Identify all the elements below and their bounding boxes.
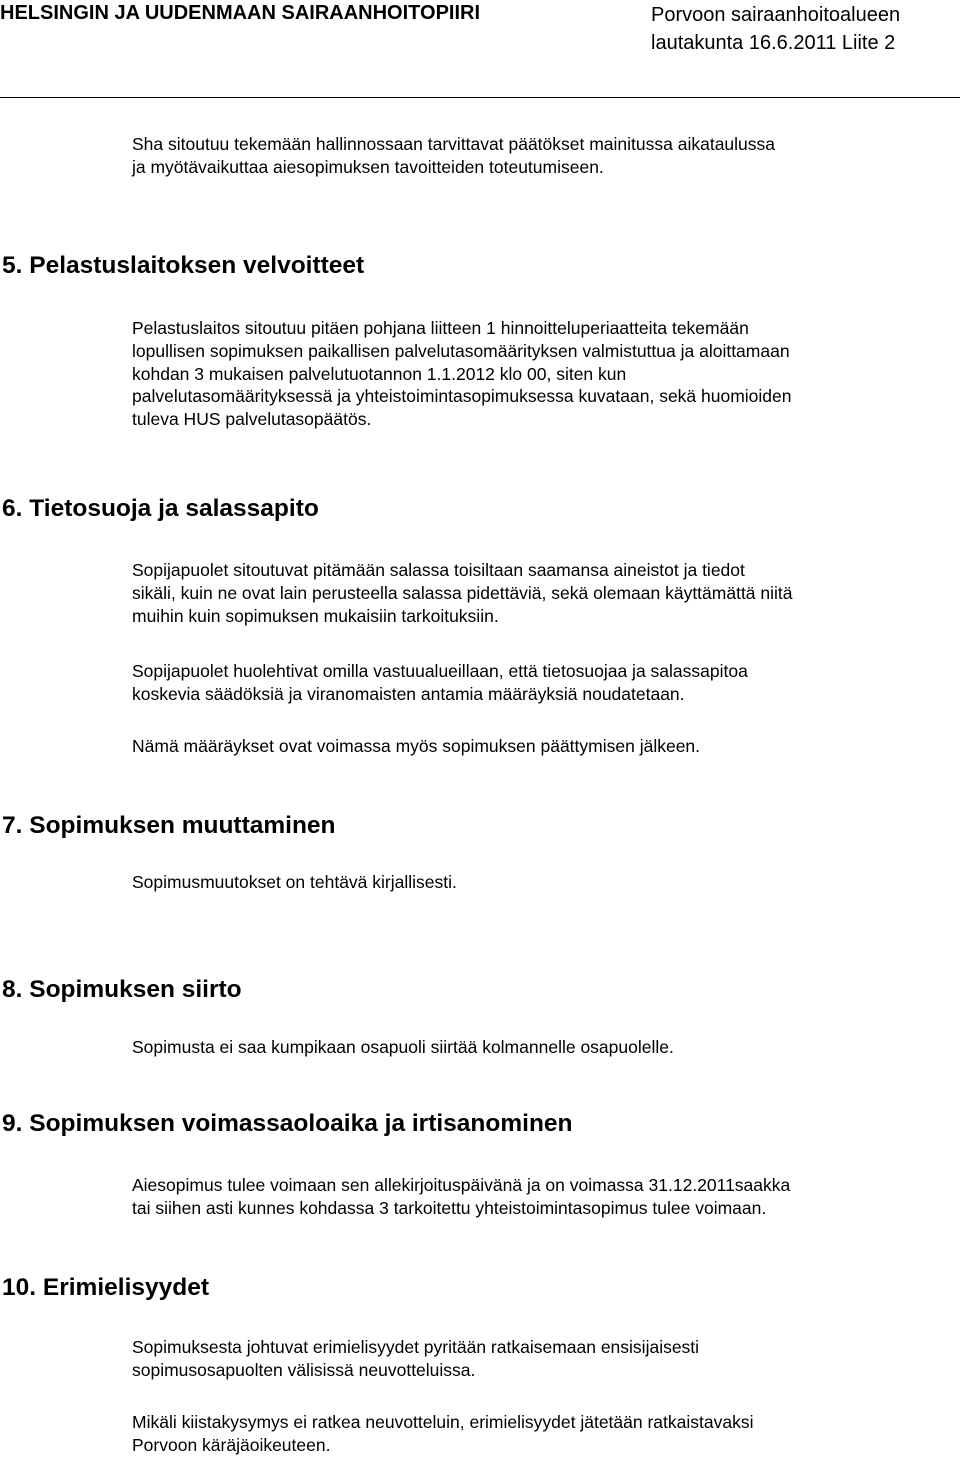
text-line: tai siihen asti kunnes kohdassa 3 tarkoitettu yhteistoimintasopimus tulee voimaan. bbox=[132, 1197, 767, 1218]
section-6-heading: 6. Tietosuoja ja salassapito bbox=[2, 495, 319, 522]
organization-name: HELSINGIN JA UUDENMAAN SAIRAANHOITOPIIRI bbox=[0, 2, 481, 24]
section-6-paragraph-1 bbox=[132, 559, 958, 627]
text-line: kohdan 3 mukaisen palvelutuotannon 1.1.2012 klo 00, siten kun bbox=[132, 363, 627, 384]
section-8-paragraph bbox=[132, 1036, 958, 1059]
text-line: Sopijapuolet sitoutuvat pitämään salassa toisiltaan saamansa aineistot ja tiedot bbox=[132, 560, 745, 580]
intro-paragraph bbox=[132, 133, 958, 179]
section-7-paragraph bbox=[132, 871, 958, 894]
text-line: Sopijapuolet huolehtivat omilla vastuualueillaan, että tietosuojaa ja salassapitoa bbox=[132, 661, 748, 681]
text-line: muihin kuin sopimuksen mukaisiin tarkoituksiin. bbox=[132, 605, 499, 626]
text-line: Pelastuslaitos sitoutuu pitäen pohjana liitteen 1 hinnoitteluperiaatteita tekemään bbox=[132, 318, 749, 338]
board-name: Porvoon sairaanhoitoalueen bbox=[651, 4, 901, 26]
document-reference bbox=[651, 1, 900, 57]
board-date-appendix: lautakunta 16.6.2011 Liite 2 bbox=[651, 32, 896, 54]
section-8-heading: 8. Sopimuksen siirto bbox=[2, 976, 242, 1003]
section-10-paragraph-2 bbox=[132, 1411, 958, 1457]
text-line: palvelutasomäärityksessä ja yhteistoimintasopimuksessa kuvataan, sekä huomioiden bbox=[132, 386, 792, 407]
section-5-heading: 5. Pelastuslaitoksen velvoitteet bbox=[2, 252, 365, 279]
text-line: ja myötävaikuttaa aiesopimuksen tavoitteiden toteutumiseen. bbox=[132, 156, 604, 177]
section-5-paragraph bbox=[132, 317, 958, 431]
text-line: lopullisen sopimuksen paikallisen palvelutasomäärityksen valmistuttua ja aloittamaan bbox=[132, 340, 790, 361]
section-6-paragraph-3 bbox=[132, 735, 958, 758]
text-line: Sopimuksesta johtuvat erimielisyydet pyritään ratkaisemaan ensisijaisesti bbox=[132, 1337, 700, 1357]
text-line: Sopimusmuutokset on tehtävä kirjallisesti. bbox=[132, 872, 457, 892]
section-10-heading: 10. Erimielisyydet bbox=[2, 1274, 210, 1301]
text-line: Aiesopimus tulee voimaan sen allekirjoituspäivänä ja on voimassa 31.12.2011saakka bbox=[132, 1175, 791, 1195]
text-line: Mikäli kiistakysymys ei ratkea neuvotteluin, erimielisyydet jätetään ratkaistavaksi bbox=[132, 1412, 754, 1432]
text-line: Porvoon käräjäoikeuteen. bbox=[132, 1434, 331, 1455]
section-9-paragraph bbox=[132, 1174, 958, 1220]
text-line: Sopimusta ei saa kumpikaan osapuoli siirtää kolmannelle osapuolelle. bbox=[132, 1037, 674, 1057]
section-6-paragraph-2 bbox=[132, 660, 958, 706]
text-line: Sha sitoutuu tekemään hallinnossaan tarvittavat päätökset mainitussa aikataulussa bbox=[132, 134, 776, 154]
section-10-paragraph-1 bbox=[132, 1336, 958, 1382]
text-line: Nämä määräykset ovat voimassa myös sopimuksen päättymisen jälkeen. bbox=[132, 736, 701, 756]
section-9-heading: 9. Sopimuksen voimassaoloaika ja irtisanominen bbox=[2, 1110, 573, 1137]
page-header bbox=[0, 0, 960, 100]
text-line: sikäli, kuin ne ovat lain perusteella salassa pidettäviä, sekä olemaan käyttämättä niitä bbox=[132, 582, 793, 603]
section-7-heading: 7. Sopimuksen muuttaminen bbox=[2, 812, 336, 839]
text-line: tuleva HUS palvelutasopäätös. bbox=[132, 409, 372, 430]
text-line: koskevia säädöksiä ja viranomaisten antamia määräyksiä noudatetaan. bbox=[132, 683, 685, 704]
header-divider bbox=[0, 97, 960, 98]
text-line: sopimusosapuolten välisissä neuvotteluissa. bbox=[132, 1359, 476, 1380]
